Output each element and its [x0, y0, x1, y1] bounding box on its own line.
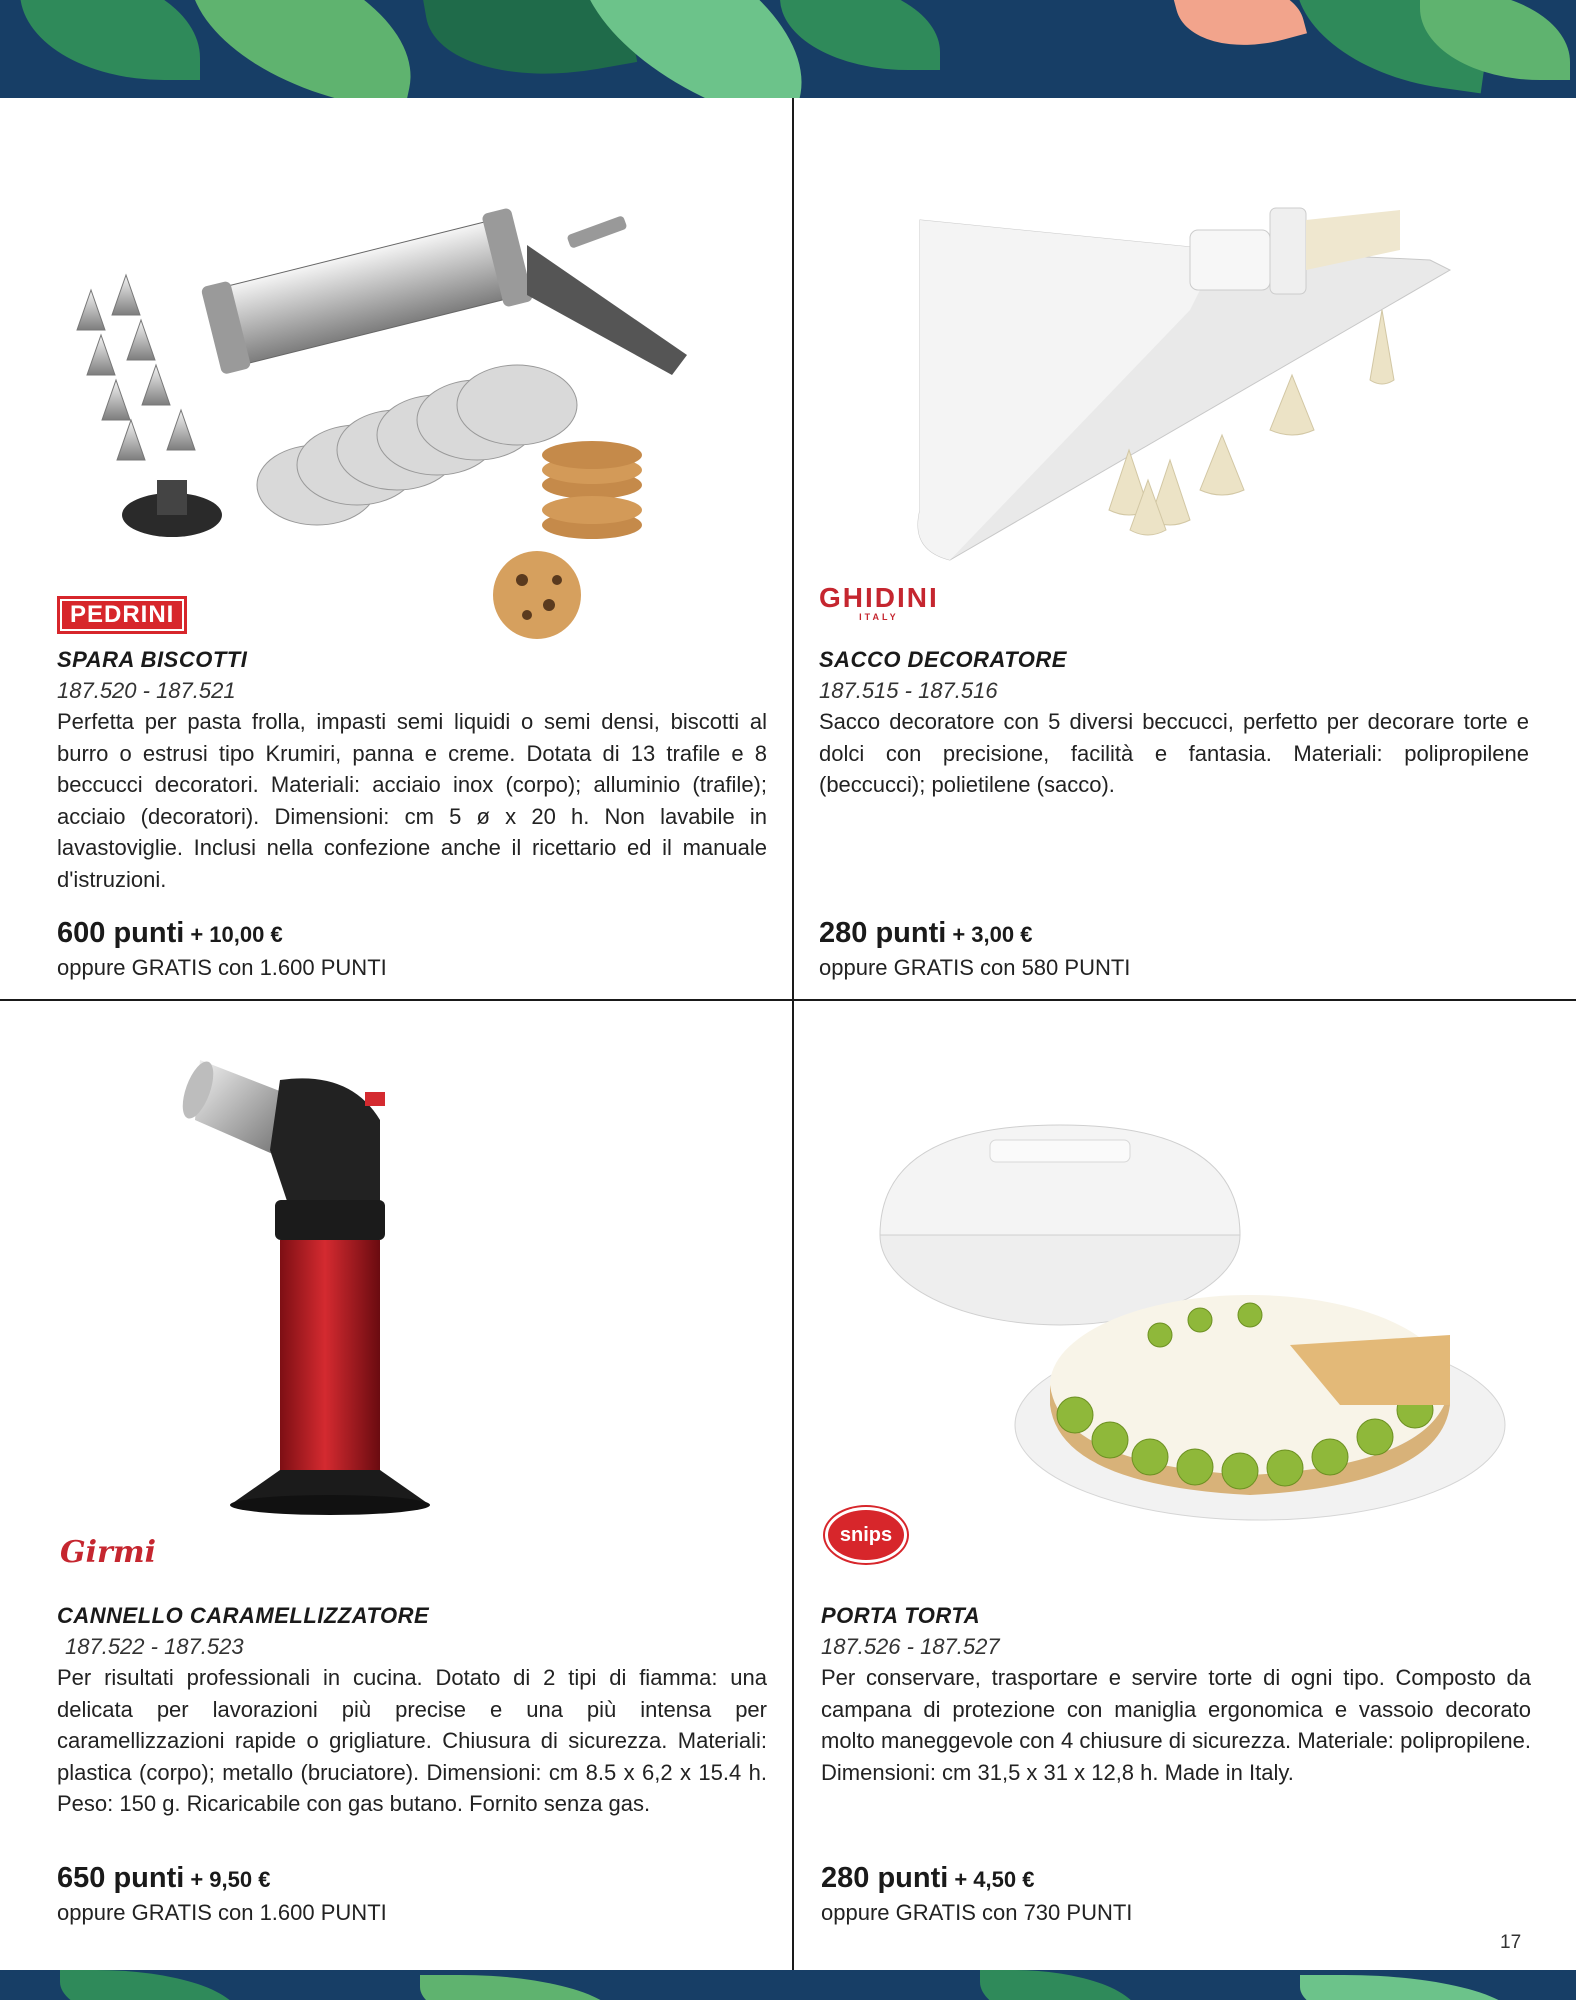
- price-block: [821, 1860, 1531, 1928]
- snips-logo: snips: [828, 1510, 904, 1560]
- price-extra: + 9,50 €: [190, 1867, 271, 1892]
- product-spara-biscotti: [57, 644, 767, 896]
- cake-carrier-image: [860, 1085, 1520, 1535]
- vertical-divider: [792, 98, 794, 1970]
- price-extra: + 10,00 €: [190, 922, 283, 947]
- product-description: Per risultati professionali in cucina. Dotato di 2 tipi di fiamma: una delicata per lavorazioni più precise e una più intensa per caramellizzazioni rapide o grigliature. Chiusura di sicurezza. Materiali: plastica (corpo); metallo (bruciatore). Dimensioni: cm 8.5 x 6,2 x 15.4 h. Peso: 150 g. Ricaricabile con gas butano. Fornito senza gas.: [57, 1665, 767, 1817]
- points-value: 650 punti: [57, 1862, 185, 1894]
- price-alternative: oppure GRATIS con 730 PUNTI: [821, 1900, 1133, 1925]
- product-name: SPARA BISCOTTI: [57, 647, 248, 672]
- piping-bag-image: [890, 190, 1470, 580]
- price-extra: + 4,50 €: [954, 1867, 1035, 1892]
- price-block: [819, 915, 1529, 983]
- points-value: 280 punti: [821, 1862, 949, 1894]
- pedrini-logo: PEDRINI: [57, 596, 187, 634]
- product-code: 187.515 - 187.516: [819, 678, 998, 703]
- page-number: 17: [1500, 1932, 1522, 1953]
- top-decorative-band: [0, 0, 1576, 98]
- cookie-press-image: [57, 185, 767, 645]
- ghidini-logo: [819, 584, 939, 622]
- points-value: 600 punti: [57, 917, 185, 949]
- bottom-decorative-band: [0, 1970, 1576, 2000]
- girmi-logo: Girmi: [60, 1535, 156, 1570]
- price-alternative: oppure GRATIS con 1.600 PUNTI: [57, 1900, 387, 1925]
- brand-sub: ITALY: [859, 612, 899, 622]
- kitchen-torch-image: [180, 1040, 500, 1520]
- price-points: [819, 915, 1529, 953]
- product-porta-torta: [821, 1600, 1531, 1788]
- product-description: Per conservare, trasportare e servire torte di ogni tipo. Composto da campana di protezione con maniglia ergonomica e vassoio decorato molto maneggevole con 4 chiusure di sicurezza. Materiale: polipropilene. Dimensioni: cm 31,5 x 31 x 12,8 h. Made in Italy.: [821, 1665, 1531, 1785]
- price-points: [57, 1860, 767, 1898]
- price-alternative: oppure GRATIS con 1.600 PUNTI: [57, 955, 387, 980]
- product-code: 187.522 - 187.523: [65, 1634, 244, 1659]
- price-block: [57, 915, 767, 983]
- product-code: 187.520 - 187.521: [57, 678, 236, 703]
- product-name: CANNELLO CARAMELLIZZATORE: [57, 1603, 430, 1628]
- product-name: SACCO DECORATORE: [819, 647, 1067, 672]
- price-extra: + 3,00 €: [952, 922, 1033, 947]
- price-points: [821, 1860, 1531, 1898]
- product-name: PORTA TORTA: [821, 1603, 981, 1628]
- price-points: [57, 915, 767, 953]
- product-sacco-decoratore: [819, 644, 1529, 801]
- product-cannello-caramellizzatore: [57, 1600, 767, 1820]
- brand-name: GHIDINI: [819, 582, 939, 613]
- product-code: 187.526 - 187.527: [821, 1634, 1000, 1659]
- price-block: [57, 1860, 767, 1928]
- horizontal-divider: [0, 999, 1576, 1001]
- product-description: Perfetta per pasta frolla, impasti semi liquidi o semi densi, biscotti al burro o estrusi tipo Krumiri, panna e creme. Dotata di 13 trafile e 8 beccucci decoratori. Materiali: acciaio inox (corpo); alluminio (trafile); acciaio (decoratori). Dimensioni: cm 5 ø x 20 h. Non lavabile in lavastoviglie. Inclusi nella confezione anche il ricettario ed il manuale d'istruzioni.: [57, 709, 767, 892]
- product-description: Sacco decoratore con 5 diversi beccucci, perfetto per decorare torte e dolci con precisione, facilità e fantasia. Materiali: polipropilene (beccucci); polietilene (sacco).: [819, 709, 1529, 798]
- points-value: 280 punti: [819, 917, 947, 949]
- price-alternative: oppure GRATIS con 580 PUNTI: [819, 955, 1131, 980]
